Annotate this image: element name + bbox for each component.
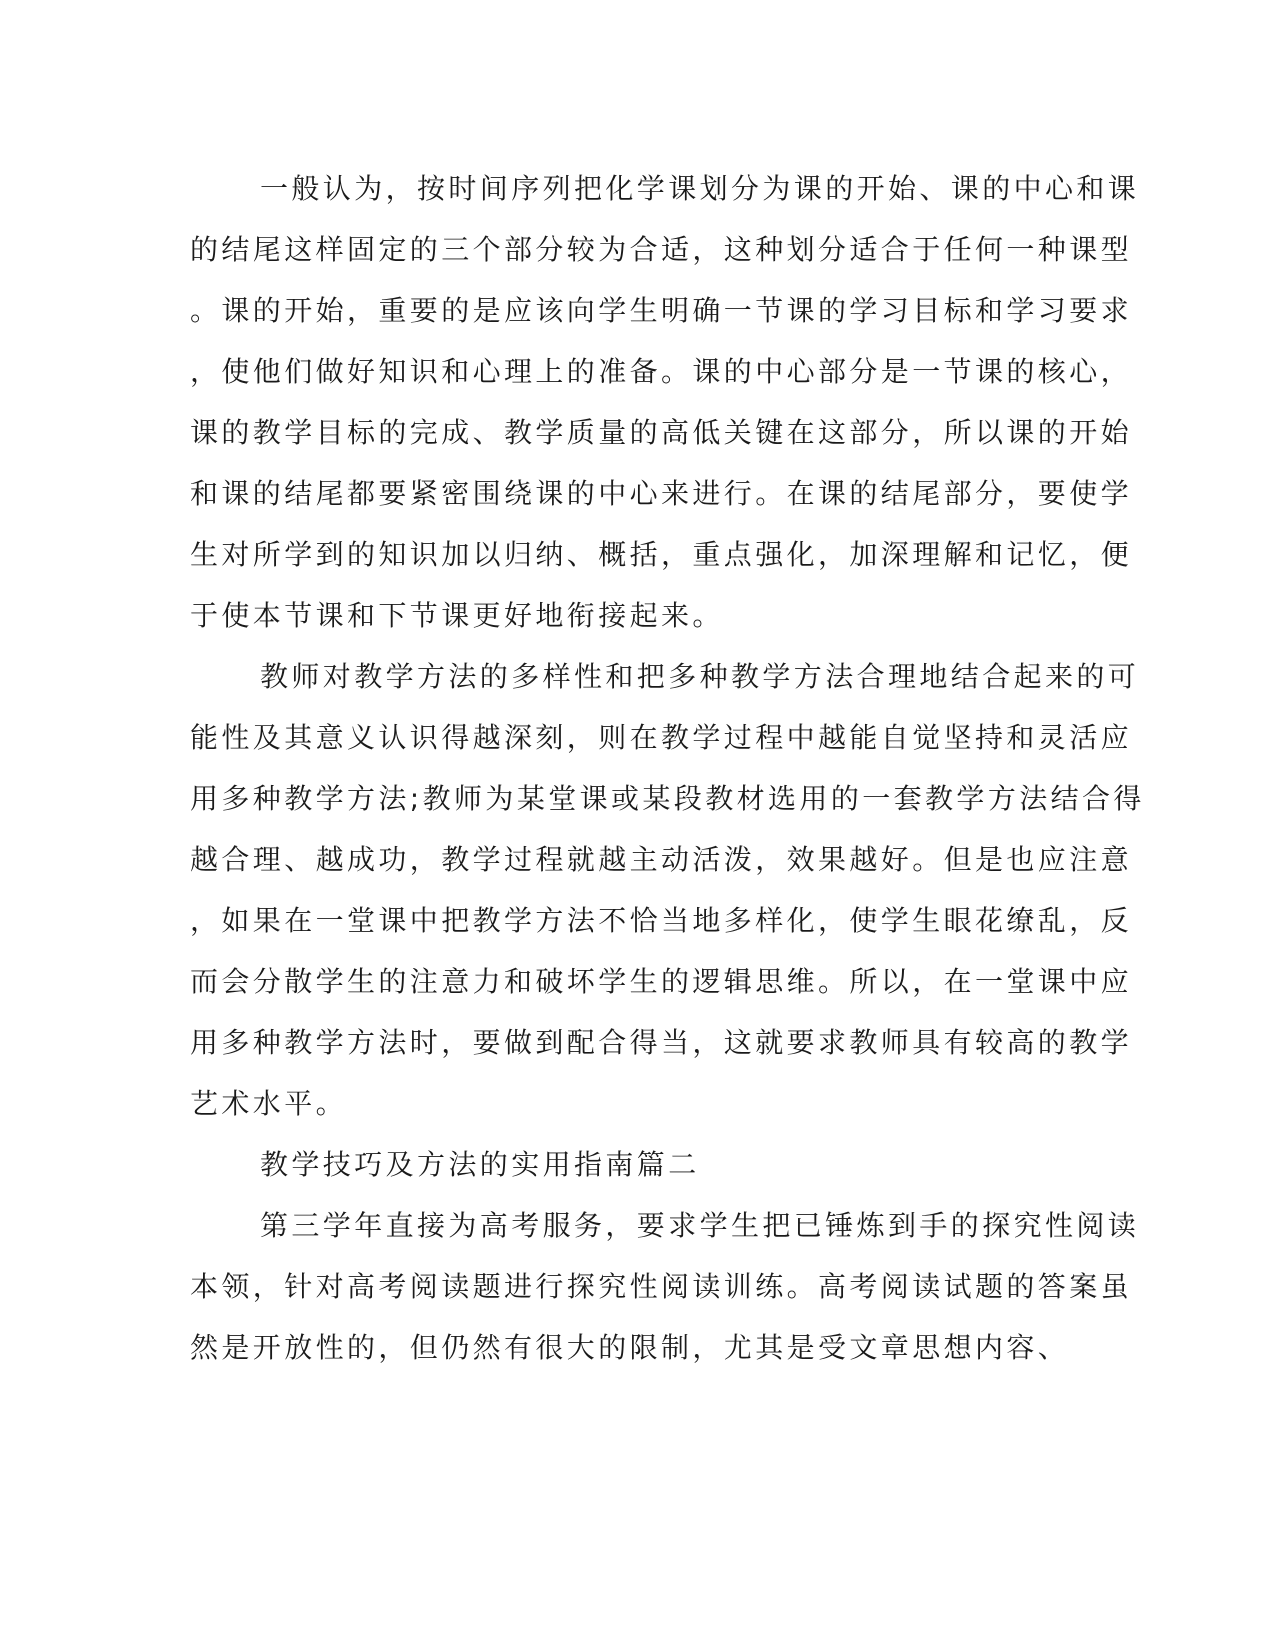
text-line: 而会分散学生的注意力和破坏学生的逻辑思维。所以，在一堂课中应 xyxy=(190,965,1133,998)
text-line: 用多种教学方法时，要做到配合得当，这就要求教师具有较高的教学 xyxy=(190,1026,1133,1059)
text-line: ，如果在一堂课中把教学方法不恰当地多样化，使学生眼花缭乱，反 xyxy=(190,904,1133,937)
text-line: 第三学年直接为高考服务，要求学生把已锤炼到手的探究性阅读 xyxy=(260,1209,1140,1242)
text-line: 的结尾这样固定的三个部分较为合适，这种划分适合于任何一种课型 xyxy=(190,233,1133,266)
paragraph-2 xyxy=(190,646,1145,1134)
text-line: 一般认为，按时间序列把化学课划分为课的开始、课的中心和课 xyxy=(260,172,1140,205)
text-line: 然是开放性的，但仍然有很大的限制，尤其是受文章思想内容、 xyxy=(190,1331,1070,1364)
text-line: 和课的结尾都要紧密围绕课的中心来进行。在课的结尾部分，要使学 xyxy=(190,477,1133,510)
text-line: ，使他们做好知识和心理上的准备。课的中心部分是一节课的核心， xyxy=(190,355,1133,388)
text-line: 能性及其意义认识得越深刻，则在教学过程中越能自觉坚持和灵活应 xyxy=(190,721,1133,754)
text-line: 生对所学到的知识加以归纳、概括，重点强化，加深理解和记忆，便 xyxy=(190,538,1133,571)
section-heading-text: 教学技巧及方法的实用指南篇二 xyxy=(260,1148,700,1181)
text-line: 艺术水平。 xyxy=(190,1087,348,1120)
text-line: 本领，针对高考阅读题进行探究性阅读训练。高考阅读试题的答案虽 xyxy=(190,1270,1133,1303)
text-line: 于使本节课和下节课更好地衔接起来。 xyxy=(190,599,724,632)
paragraph-1 xyxy=(190,158,1140,646)
text-line: 教师对教学方法的多样性和把多种教学方法合理地结合起来的可 xyxy=(260,660,1140,693)
text-line: 。课的开始，重要的是应该向学生明确一节课的学习目标和学习要求 xyxy=(190,294,1133,327)
section-heading xyxy=(190,1134,1070,1195)
text-line: 课的教学目标的完成、教学质量的高低关键在这部分，所以课的开始 xyxy=(190,416,1133,449)
paragraph-3 xyxy=(190,1195,1140,1378)
text-line: 用多种教学方法;教师为某堂课或某段教材选用的一套教学方法结合得 xyxy=(190,782,1145,815)
document-body xyxy=(190,158,1145,1378)
text-line: 越合理、越成功，教学过程就越主动活泼，效果越好。但是也应注意 xyxy=(190,843,1133,876)
